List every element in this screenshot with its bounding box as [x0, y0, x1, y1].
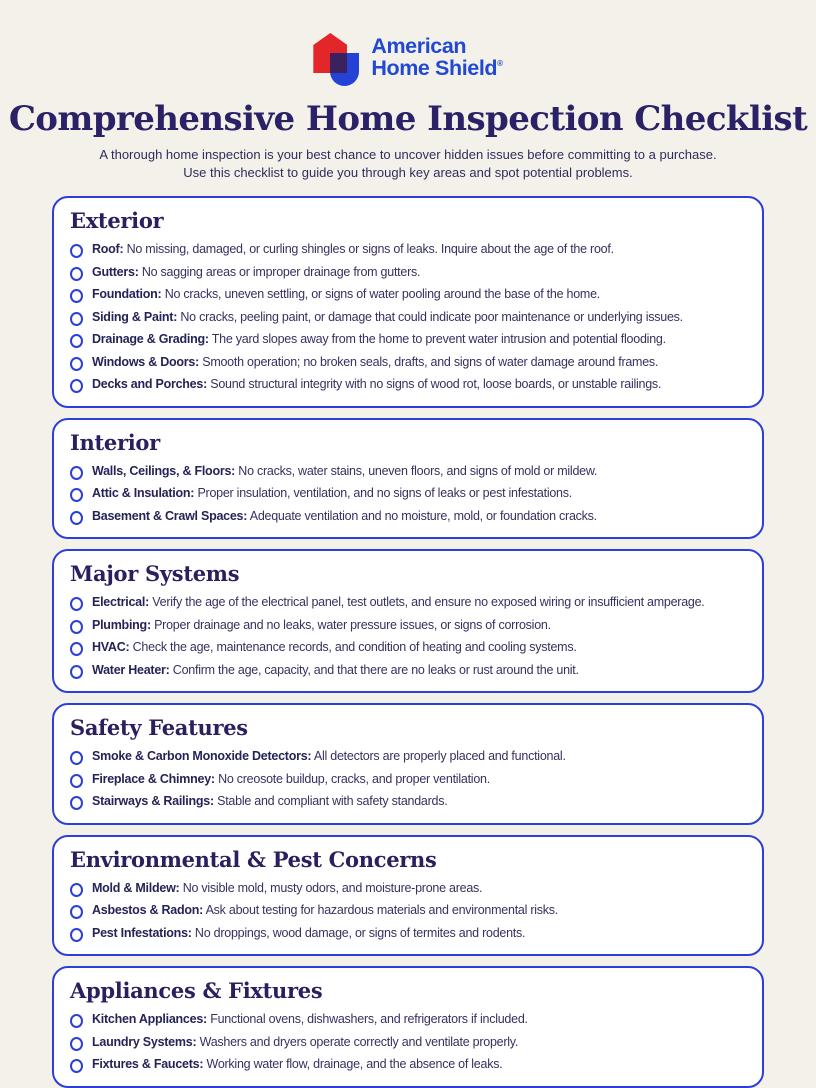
item-label: Basement & Crawl Spaces: [92, 508, 248, 523]
section-card [52, 549, 764, 693]
checkbox-circle-icon [70, 357, 83, 371]
checklist-item [70, 352, 742, 375]
section-item-list [70, 592, 742, 682]
item-description: Washers and dryers operate correctly and ventilate properly. [199, 1034, 519, 1049]
item-label: Roof: [92, 242, 124, 257]
item-label: Smoke & Carbon Monoxide Detectors: [92, 749, 312, 764]
section-title: Safety Features [70, 715, 248, 741]
checkbox-circle-icon [70, 334, 83, 348]
item-label: Electrical: [92, 595, 150, 610]
logo-overlap-shape [330, 53, 347, 73]
subtitle-line2: Use this checklist to guide you through key areas and spot potential problems. [183, 164, 633, 180]
checklist-item [70, 923, 742, 946]
item-description: Stable and compliant with safety standards. [217, 794, 448, 809]
item-description: Check the age, maintenance records, and condition of heating and cooling systems. [132, 640, 577, 655]
checklist-item [70, 746, 742, 769]
registered-trademark-symbol: ® [497, 59, 503, 68]
item-label: Plumbing: [92, 617, 151, 632]
item-label: Drainage & Grading: [92, 332, 209, 347]
item-label: Fixtures & Faucets: [92, 1057, 204, 1072]
section-title: Appliances & Fixtures [70, 978, 323, 1004]
item-label: Pest Infestations: [92, 925, 192, 940]
checklist-item [70, 1054, 742, 1077]
checkbox-circle-icon [70, 642, 83, 656]
section-title: Environmental & Pest Concerns [70, 846, 437, 872]
item-description: No visible mold, musty odors, and moisture-prone areas. [182, 880, 483, 895]
item-label: Kitchen Appliances: [92, 1012, 207, 1027]
item-description: No cracks, water stains, uneven floors, and signs of mold or mildew. [238, 463, 598, 478]
checkbox-circle-icon [70, 928, 83, 942]
checklist-item [70, 329, 742, 352]
item-label: Stairways & Railings: [92, 794, 214, 809]
section-card [52, 196, 764, 408]
checkbox-circle-icon [70, 488, 83, 502]
checklist-item [70, 374, 742, 397]
item-description: No droppings, wood damage, or signs of termites and rodents. [194, 925, 526, 940]
item-label: Fireplace & Chimney: [92, 771, 215, 786]
checkbox-circle-icon [70, 312, 83, 326]
item-label: Attic & Insulation: [92, 486, 195, 501]
section-card [52, 966, 764, 1088]
item-label: Walls, Ceilings, & Floors: [92, 463, 236, 478]
american-home-shield-logo [0, 30, 816, 86]
logo-line2: Home Shield® [371, 56, 503, 80]
item-description: Working water flow, drainage, and the absence of leaks. [206, 1057, 503, 1072]
home-shield-logo-icon [313, 30, 360, 86]
section-card [52, 418, 764, 540]
item-description: Sound structural integrity with no signs of wood rot, loose boards, or unstable railings. [210, 377, 662, 392]
item-description: No creosote buildup, cracks, and proper ventilation. [218, 771, 490, 786]
item-description: Proper drainage and no leaks, water pressure issues, or signs of corrosion. [154, 617, 551, 632]
section-title: Exterior [70, 208, 164, 234]
item-label: Gutters: [92, 264, 139, 279]
checkbox-circle-icon [70, 883, 83, 897]
item-description: Functional ovens, dishwashers, and refrigerators if included. [210, 1012, 528, 1027]
checkbox-circle-icon [70, 289, 83, 303]
checklist-item [70, 615, 742, 638]
checklist-item [70, 637, 742, 660]
item-description: Proper insulation, ventilation, and no signs of leaks or pest infestations. [197, 486, 572, 501]
checklist-item [70, 1009, 742, 1032]
checklist-item [70, 660, 742, 683]
item-description: Confirm the age, capacity, and that there are no leaks or rust around the unit. [172, 662, 579, 677]
checklist-item [70, 791, 742, 814]
item-description: No sagging areas or improper drainage from gutters. [141, 264, 421, 279]
checkbox-circle-icon [70, 905, 83, 919]
checkbox-circle-icon [70, 751, 83, 765]
checkbox-circle-icon [70, 1037, 83, 1051]
section-title: Interior [70, 429, 160, 455]
section-item-list [70, 878, 742, 946]
checkbox-circle-icon [70, 466, 83, 480]
subtitle-line1: A thorough home inspection is your best chance to uncover hidden issues before committing to a purchase. [99, 147, 717, 162]
checkbox-circle-icon [70, 267, 83, 281]
item-description: Ask about testing for hazardous materials and environmental risks. [205, 903, 559, 918]
item-label: HVAC: [92, 640, 130, 655]
checkbox-circle-icon [70, 774, 83, 788]
item-description: Smooth operation; no broken seals, drafts, and signs of water damage around frames. [202, 354, 659, 369]
section-card [52, 703, 764, 825]
item-description: No missing, damaged, or curling shingles or signs of leaks. Inquire about the age of the roof. [126, 242, 614, 257]
checklist-item [70, 592, 742, 615]
checklist-item [70, 262, 742, 285]
checklist-item [70, 506, 742, 529]
section-card [52, 835, 764, 957]
checkbox-circle-icon [70, 620, 83, 634]
section-item-list [70, 1009, 742, 1077]
section-item-list [70, 746, 742, 814]
item-description: Adequate ventilation and no moisture, mold, or foundation cracks. [249, 508, 597, 523]
checkbox-circle-icon [70, 597, 83, 611]
item-description: All detectors are properly placed and functional. [313, 749, 566, 764]
checklist-item [70, 284, 742, 307]
item-label: Decks and Porches: [92, 377, 207, 392]
item-description: Verify the age of the electrical panel, test outlets, and ensure no exposed wiring or insufficient amperage. [152, 595, 705, 610]
item-label: Siding & Paint: [92, 309, 178, 324]
checklist-item [70, 307, 742, 330]
checkbox-circle-icon [70, 511, 83, 525]
checklist-item [70, 461, 742, 484]
checklist-item [70, 769, 742, 792]
item-description: The yard slopes away from the home to prevent water intrusion and potential flooding. [211, 332, 666, 347]
page-header [0, 30, 816, 181]
checkbox-circle-icon [70, 1059, 83, 1073]
checklist-item [70, 900, 742, 923]
checkbox-circle-icon [70, 244, 83, 258]
checkbox-circle-icon [70, 796, 83, 810]
checklist-item [70, 878, 742, 901]
page-subtitle [0, 146, 816, 181]
checkbox-circle-icon [70, 379, 83, 393]
item-label: Mold & Mildew: [92, 880, 180, 895]
logo-wordmark [371, 36, 502, 80]
sections-container [52, 196, 764, 1088]
page-title: Comprehensive Home Inspection Checklist [8, 99, 808, 139]
logo-line1: American [371, 34, 467, 59]
item-description: No cracks, peeling paint, or damage that could indicate poor maintenance or underlying issues. [180, 309, 683, 324]
item-label: Asbestos & Radon: [92, 903, 204, 918]
item-label: Water Heater: [92, 662, 170, 677]
item-label: Laundry Systems: [92, 1034, 197, 1049]
checkbox-circle-icon [70, 1014, 83, 1028]
checkbox-circle-icon [70, 665, 83, 679]
section-item-list [70, 461, 742, 529]
section-item-list [70, 239, 742, 397]
checklist-item [70, 1032, 742, 1055]
section-title: Major Systems [70, 561, 240, 587]
item-label: Windows & Doors: [92, 354, 199, 369]
item-description: No cracks, uneven settling, or signs of water pooling around the base of the home. [164, 287, 601, 302]
checklist-item [70, 239, 742, 262]
item-label: Foundation: [92, 287, 162, 302]
checklist-item [70, 483, 742, 506]
